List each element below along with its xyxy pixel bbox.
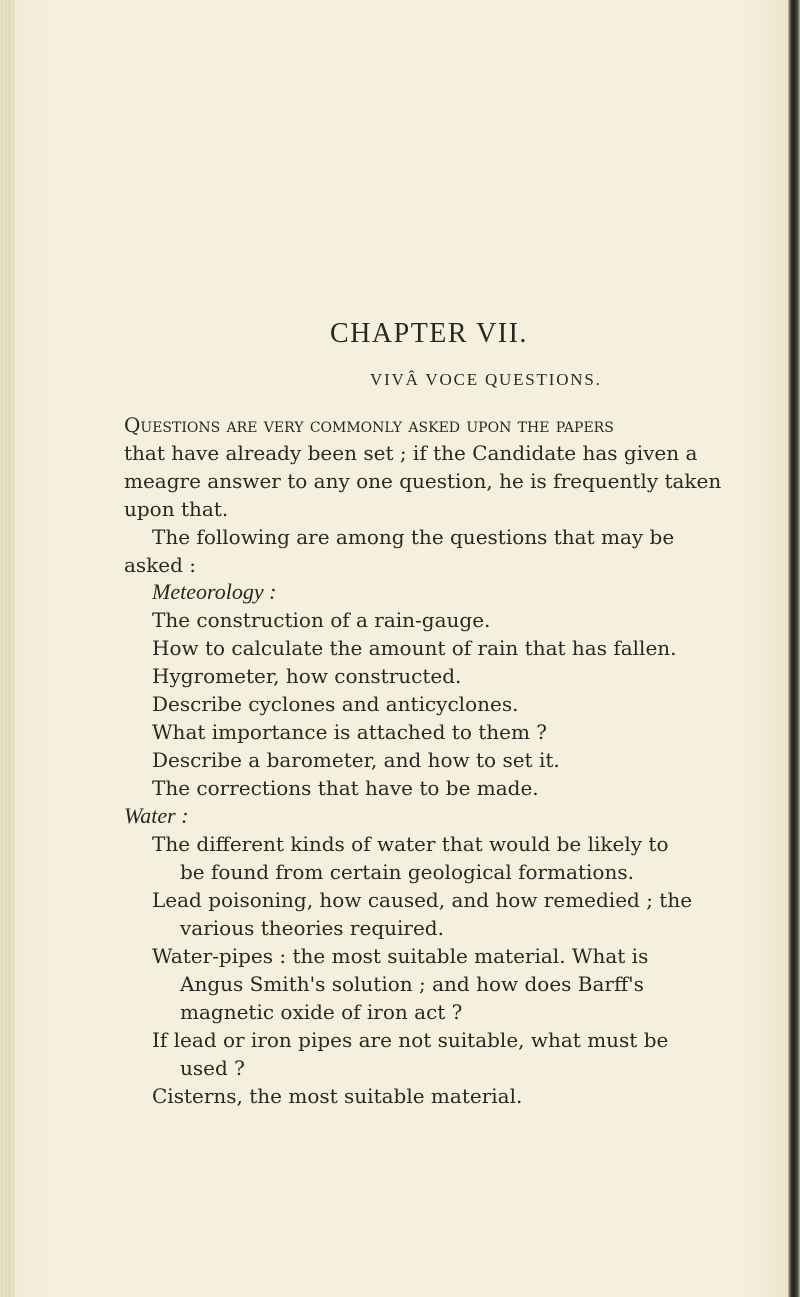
meteorology-item: The corrections that have to be made. — [152, 776, 539, 800]
meteorology-item: The construction of a rain-gauge. — [152, 608, 491, 632]
meteorology-item: Hygrometer, how constructed. — [152, 664, 462, 688]
water-item-continued: used ? — [180, 1056, 245, 1080]
meteorology-item: Describe a barometer, and how to set it. — [152, 748, 560, 772]
water-item-continued: magnetic oxide of iron act ? — [180, 1000, 463, 1024]
page-edge — [788, 0, 800, 1297]
water-item: The different kinds of water that would be likely to — [152, 832, 669, 856]
following-line: asked : — [124, 553, 197, 577]
intro-line: meagre answer to any one question, he is frequently taken — [124, 469, 722, 493]
water-item: Cisterns, the most suitable material. — [152, 1084, 523, 1108]
water-item-continued: be found from certain geological formations. — [180, 860, 634, 884]
intro-line: upon that. — [124, 497, 229, 521]
water-item: If lead or iron pipes are not suitable, what must be — [152, 1028, 669, 1052]
water-item-continued: various theories required. — [180, 916, 444, 940]
water-item-continued: Angus Smith's solution ; and how does Barff's — [180, 972, 644, 996]
meteorology-heading: Meteorology : — [152, 579, 277, 604]
meteorology-item: How to calculate the amount of rain that has fallen. — [152, 636, 677, 660]
water-heading: Water : — [124, 803, 189, 828]
water-item: Lead poisoning, how caused, and how remedied ; the — [152, 888, 693, 912]
meteorology-item: What importance is attached to them ? — [152, 720, 548, 744]
meteorology-item: Describe cyclones and anticyclones. — [152, 692, 519, 716]
page-gutter — [0, 0, 14, 1297]
intro-line: that have already been set ; if the Candidate has given a — [124, 441, 698, 465]
intro-line: Questions are very commonly asked upon the papers — [124, 413, 614, 437]
water-item: Water-pipes : the most suitable material. What is — [152, 944, 649, 968]
chapter-heading: CHAPTER VII. — [330, 318, 528, 349]
chapter-title: VIVÂ VOCE QUESTIONS. — [370, 370, 602, 389]
following-line: The following are among the questions that may be — [152, 525, 675, 549]
